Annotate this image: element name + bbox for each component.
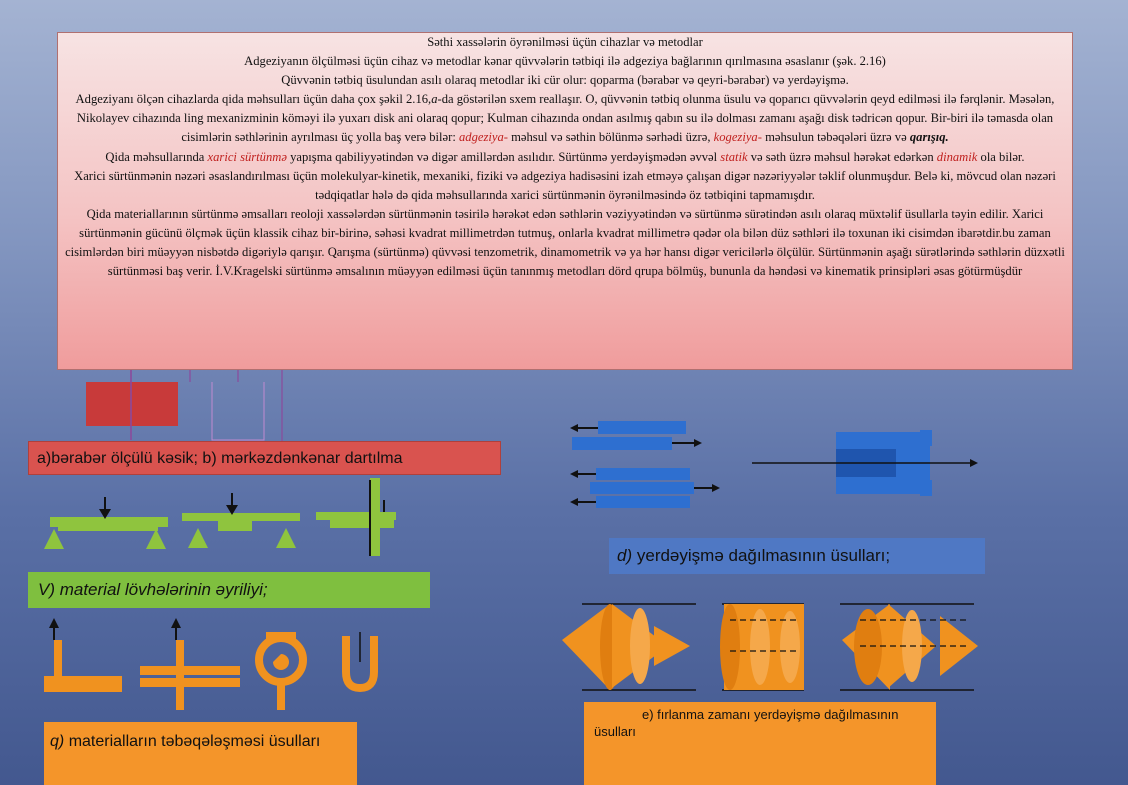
text-p3a: Adgeziyanı ölçən cihazlarda qida məhsulları üçün daha çox şəkil 2.16, <box>75 92 432 107</box>
text-p3d: məhsulun təbəqələri üzrə və <box>765 130 907 145</box>
diagram-d-displacement <box>570 421 978 508</box>
label-d-letter: d) <box>617 546 633 565</box>
label-d-text: yerdəyişmə dağılmasının üsulları; <box>636 546 891 565</box>
text-p3b: -da göstərilən sxem reallaşır. O, qüvvənin tətbiq olunma üsulu və qoparıcı qüvvələrin qeyd edilməsi ilə fərqlənir. Məsələn, Nikolayev cihazında ling mexanizminin köməyi ilə yuxarı disk ani olaraq qopur; Kulman cihazında ondan asılmış qabın su ilə dolması zamanı aşağı disk tədricən qopur. Bir-biri ilə təmasda olan cisimlərin səthlərinin ayrılması üç yolla baş verə bilər: <box>76 92 1055 145</box>
term-kogeziya: kogeziya- <box>713 130 762 145</box>
label-e-text: e) fırlanma zamanı yerdəyişmə dağılmasının üsulları <box>594 707 899 739</box>
text-panel <box>57 32 1073 370</box>
text-paragraph-6: Qida materiallarının sürtünmə əmsalları reoloji xassələrdən sürtünmənin təsirilə hərəkət edən səthlərin vəziyyətindən və sürtünmə sürətindən asılı olaraq müxtəlif üsullarla təyin edilir. Xarici sürtünmənin gücünü ölçmək üçün klassik cihaz bir-birinə, səhəsi kvadrat millimetrdən tutmuş, onlarla kvadrat millimetrə qədər ola bilən düz səthləri ilə toxunan iki cisimdən ibarətdir.bu zaman cisimlərdən biri müəyyən nisbətdə digəriylə qarışır. Qarışma (sürtünmə) qüvvəsi tenzometrik, dinamometrik və ya hər hansı digər vericilərlə ölçülür. Sürtünmənin aşağı sürətlərində səthlərin düzxətli sürtünməsi baş verir. İ.V.Kragelski sürtünmə əmsalının müəyyən edilməsi üçün tanınmış metodları dörd qrupa bölmüş, bununla da həndəsi və kinematik prinsipləri əsas götürmüşdür <box>65 206 1065 279</box>
term-xarici-surtunme: xarici sürtünmə <box>207 149 287 164</box>
text-paragraph-2: Qüvvənin tətbiq üsulundan asılı olaraq metodlar iki cür olur: qoparma (bərabər və qeyri-bərabər) və yerdəyişmə. <box>281 73 849 88</box>
label-q-letter: q) <box>50 733 65 750</box>
label-e <box>584 702 936 785</box>
text-p3-a-letter: a <box>431 92 438 107</box>
text-paragraph-5: Xarici sürtünmənin nəzəri əsaslandırılması üçün molekulyar-kinetik, mexaniki, fiziki və adgeziya hadisəsini izah etməyə çalışan digər nəzəriyyələr təklif olunmuşdur. Belə ki, mövcud olan nəzəri tədqiqatlar hələ də qida məhsullarında xarici sürtünmənin öyrənilməsində öz tətbiqini tapmamışdır. <box>74 168 1056 202</box>
diagram-e-rotation <box>562 604 978 690</box>
diagram-q-delamination <box>44 618 374 710</box>
term-dinamik: dinamik <box>936 149 978 164</box>
term-statik: statik <box>720 149 748 164</box>
text-p3c: məhsul və səthin bölünmə sərhədi üzrə, <box>511 130 711 145</box>
text-paragraph-1: Adgeziyanın ölçülməsi üçün cihaz və metodlar kənar qüvvələrin tətbiqi ilə adgeziya bağlarının qırılmasına əsaslanır (şək. 2.16) <box>244 54 886 69</box>
text-paragraph-3 <box>64 90 1066 147</box>
label-a-b <box>28 441 501 475</box>
term-qarisiq: qarışıq. <box>909 130 949 145</box>
text-p4d: ola bilər. <box>980 149 1025 164</box>
text-p4c: və səth üzrə məhsul hərəkət edərkən <box>750 149 934 164</box>
label-a-text: a)bərabər ölçülü kəsik; b) mərkəzdənkənar dartılma <box>37 450 403 467</box>
label-v-text: V) material lövhələrinin əyriliyi; <box>38 580 268 599</box>
text-p4a: Qida məhsullarında <box>105 149 205 164</box>
label-q-text: materialların təbəqələşməsi üsulları <box>68 733 321 750</box>
label-q <box>44 722 357 785</box>
text-paragraph-4 <box>64 148 1066 167</box>
text-p4b: yapışma qabiliyyətindən və digər amillərdən asılıdır. Sürtünmə yerdəyişmədən əvvəl <box>290 149 718 164</box>
label-v <box>28 572 430 608</box>
diagram-v-plate-bending <box>44 478 396 556</box>
text-title: Səthi xassələrin öyrənilməsi üçün cihazlar və metodlar <box>427 35 703 49</box>
term-adgeziya: adgeziya- <box>459 130 508 145</box>
label-d <box>609 538 985 574</box>
